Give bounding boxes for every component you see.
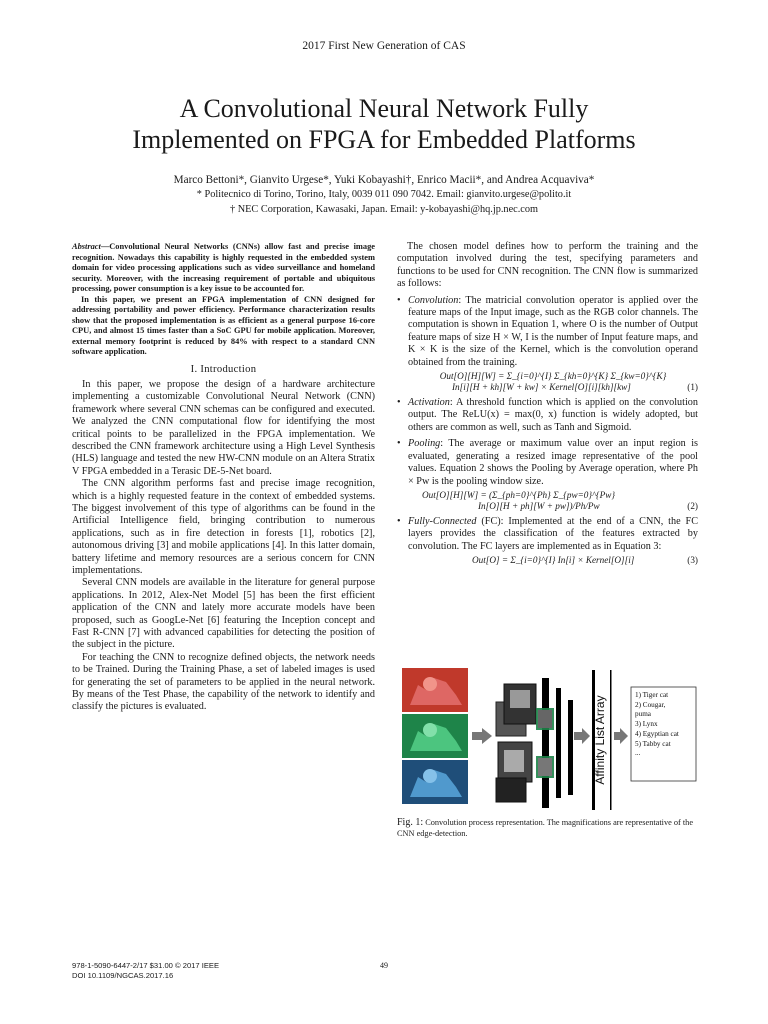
intro-paragraph-4: For teaching the CNN to recognize defined objects, the network needs to be Trained. During the Training Phase, a set of labeled images is used for generating the set of parameters to be applied in the neural network. By means of the Test Phase, the capability of the network to identify and classify the pictures is evaluated. xyxy=(72,651,375,713)
equation-2-line-1: Out[O][H][W] = (Σ_{ph=0}^{Ph} Σ_{pw=0}^{Pw} xyxy=(422,489,616,500)
figure-1 xyxy=(400,660,700,820)
affiliation-1: * Politecnico di Torino, Torino, Italy, 0039 011 090 7042. Email: gianvito.urgese@polito.it xyxy=(196,189,572,200)
footer-isbn: 978-1-5090-6447-2/17 $31.00 © 2017 IEEE xyxy=(72,961,220,970)
bullet-pooling-text: : The average or maximum value over an input region is evaluated, generating a resized image representative of the pool values. Equation 2 shows the Pooling by Average operation, where Ph × Pw is the pooling window size. xyxy=(408,438,698,487)
bullet-pooling: • Pooling: The average or maximum value over an input region is evaluated, generating a resized image representative of the pool values. Equation 2 shows the Pooling by Average operation, where Ph × Pw is the pooling window size. xyxy=(397,438,698,487)
right-column xyxy=(397,241,698,566)
result-item-5: 5) Tabby cat xyxy=(635,740,671,748)
figure-1-diagram xyxy=(400,660,700,820)
equation-1-number: (1) xyxy=(687,382,698,393)
author-list: Marco Bettoni*, Gianvito Urgese*, Yuki Kobayashi†, Enrico Macii*, and Andrea Acquaviva* xyxy=(173,174,595,186)
section-heading-introduction: I. Introduction xyxy=(190,363,257,375)
result-item-1: 1) Tiger cat xyxy=(635,691,669,699)
equation-2-line-2: In[O][H + ph][W + pw])/Ph/Pw xyxy=(478,500,600,511)
equation-1-line-1: Out[O][H][W] = Σ_{i=0}^{I} Σ_{kh=0}^{K} Σ_{kw=0}^{K} xyxy=(439,371,667,382)
model-paragraph: The chosen model defines how to perform the training and the computation involved during the test, specifying parameters and functions to be used for CNN recognition. The CNN flow is summarized as follows: xyxy=(397,241,698,290)
caption-text: Convolution process representation. The magnifications are representative of the CNN edge-detection. xyxy=(397,818,693,838)
bullet-activation-name: Activation xyxy=(408,397,450,409)
bullet-fully-connected: • Fully-Connected (FC): Implemented at the end of a CNN, the FC layers provides the classification of the features extracted by convolution. The FC layers are implemented as in Equation 3: xyxy=(397,515,698,552)
conference-header: 2017 First New Generation of CAS xyxy=(302,40,466,52)
bullet-convolution-name: Convolution xyxy=(408,294,459,306)
equation-3-line: Out[O] = Σ_{i=0}^{I} In[i] × Kernel[O][i] xyxy=(472,555,635,566)
abstract-p1: Abstract—Convolutional Neural Networks (CNNs) allow fast and precise image recognition. Nowadays this capability is highly requested in the embedded system domain for video processing applications such as video surveillance and homeland security. Moreover, with the increasing requirement of portable and ubiquitous processing, power consumption is a key issue to be accounted for. xyxy=(72,242,375,293)
bullet-fc-name: Fully-Connected xyxy=(408,515,477,527)
bullet-activation: • Activation: A threshold function which is applied on the convolution output. The ReLU(x) = max(0, x) function is widely adopted, but others are common as well, such as Tanh and Sigmoid. xyxy=(397,397,698,433)
equation-1 xyxy=(397,371,698,393)
arrow-input-to-feature-maps xyxy=(472,728,492,744)
bullet-convolution-text: : The matricial convolution operator is applied over the feature maps of the Input image, such as the RGB color channels. The computation is shown in Equation 1, where O is the number of Output feature maps of size H × W, I is the number of Input feature maps, and K × K is the size of the Kernel, which is the convolution operand obtained from the training. xyxy=(408,294,698,368)
intro-paragraph-1: In this paper, we propose the design of a hardware architecture implementing a customizable Convolutional Neural Network (CNN) framework where several CNN schemas can be configured and executed. We analyzed the CNN computational flow for identifying the most critical points to be parallelized in the FPGA implementation. We described the CNN framework architecture using a High Level Synthesis (HLS) language and tested the new HW-CNN module on an Altera Stratix V FPGA embedded in a Terasic DE-5-Net board. xyxy=(72,378,375,477)
result-item-ellipsis: ... xyxy=(635,749,641,757)
equation-2-number: (2) xyxy=(687,500,698,511)
green-channel-image xyxy=(402,714,468,758)
red-channel-image xyxy=(402,668,468,712)
title-line-1: A Convolutional Neural Network Fully xyxy=(179,94,589,123)
abstract-p2: In this paper, we present an FPGA implementation of CNN designed for addressing portability and power efficiency. Performance characterization results show that the proposed implementation is as efficient as a general purpose 16-core CPU, and almost 15 times faster than a SoC GPU for mobile application. Moreover, external memory footprint is reduced by 84% with respect to a standard CNN software application. xyxy=(72,294,375,356)
affinity-list-label: Affinity List Array xyxy=(593,695,607,785)
bullet-pooling-name: Pooling xyxy=(408,438,441,450)
equation-1-line-2: In[i][H + kh][W + kw] × Kernel[O][i][kh][kw] xyxy=(452,382,631,393)
bullet-activation-text: : A threshold function which is applied on the convolution output. The ReLU(x) = max(0, x) function is widely adopted, but others are common as well, such as Tanh and Sigmoid. xyxy=(408,397,698,433)
intro-paragraph-2: The CNN algorithm performs fast and precise image recognition, which is a highly requested feature in the context of embedded systems. The biggest involvement of this type of algorithms can be found in the Artificial Intelligence field, bringing contribution to numerous applications, such as in fire detection in forests [1], robotics [2], autonomous driving [3] and mobile applications [4]. In this latter domain, battery lifetime and memory resources are a serious concern for CNN implementations. xyxy=(72,478,375,576)
caption-label: Fig. 1: xyxy=(397,817,424,828)
result-item-4: 4) Egyptian cat xyxy=(635,730,679,738)
intro-paragraph-3: Several CNN models are available in the literature for general purpose applications. In 2012, Alex-Net Model [5] has been the first efficient application of the CNN and lately more accurate models have been proposed, such as GoogLe-Net [6] featuring the Inception concept and Fast R-CNN [7] with advanced capabilities for detecting the position of the subject in the picture. xyxy=(72,577,375,651)
result-item-3: 3) Lynx xyxy=(635,720,658,728)
result-item-2: 2) Cougar, xyxy=(635,701,666,709)
affiliation-2: † NEC Corporation, Kawasaki, Japan. Email: y-kobayashi@hq.jp.nec.com xyxy=(229,204,539,215)
bullet-convolution: • Convolution: The matricial convolution operator is applied over the feature maps of the Input image, such as the RGB color channels. The computation is shown in Equation 1, where O is the number of Output feature maps of size H × W, I is the number of Input feature maps, and K × K is the size of the Kernel, which is the convolution operand obtained from the training. xyxy=(397,294,698,368)
abstract xyxy=(72,242,375,358)
footer-doi: DOI 10.1109/NGCAS.2017.16 xyxy=(72,971,174,980)
left-column xyxy=(72,242,375,714)
title-line-2: Implemented on FPGA for Embedded Platforms xyxy=(132,125,636,154)
equation-3-number: (3) xyxy=(687,555,698,566)
result-item-2b: puma xyxy=(635,710,651,718)
equation-2 xyxy=(397,490,698,512)
blue-channel-image xyxy=(402,760,468,804)
arrow-maps-to-layers xyxy=(574,728,590,744)
arrow-to-results xyxy=(614,728,628,744)
equation-3 xyxy=(397,555,698,566)
abstract-lead: Abstract xyxy=(72,242,101,251)
page-number: 49 xyxy=(380,961,388,970)
bullet-fc-text: (FC): Implemented at the end of a CNN, the FC layers provides the classification of the features extracted by convolution. The FC layers are implemented as in Equation 3: xyxy=(408,515,698,552)
paper-title xyxy=(60,93,708,155)
feature-maps-stack xyxy=(496,678,573,808)
figure-1-caption xyxy=(397,818,698,839)
